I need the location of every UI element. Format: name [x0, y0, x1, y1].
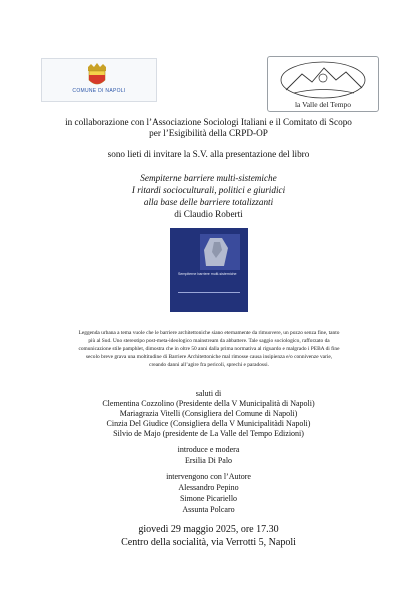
saluti-name: Cinzia Del Giudice (Consigliera della V Municipalitàdi Napoli): [106, 419, 311, 428]
interventi-heading: intervengono con l’Autore: [166, 472, 251, 481]
logo-right-caption: la Valle del Tempo: [294, 100, 352, 109]
book-description: [36, 330, 382, 370]
moderatore-heading: introduce e modera: [177, 445, 240, 454]
logo-left-caption: COMUNE DI NAPOLI: [72, 88, 126, 94]
interventi-name: Assunta Polcaro: [182, 505, 235, 514]
intro-line-1: in collaborazione con l’Associazione Sociologi Italiani e il Comitato di Scopo: [65, 117, 352, 127]
crown-crest-icon: [86, 63, 108, 88]
description-line-5: creando danni all’agire fra pericoli, sprechi e paradossi.: [149, 361, 269, 368]
comune-di-napoli-logo: [41, 58, 157, 102]
saluti-heading: saluti di: [195, 389, 222, 398]
sundial-mountain-icon: [272, 60, 374, 100]
saluti-name: Silvio de Majo (presidente de La Valle del Tempo Edizioni): [113, 429, 304, 438]
description-line-1: Leggenda urbana a tema vuole che le barriere architettoniche siano eternamente da rimuovere, un pozzo senza fine, tanto: [78, 330, 340, 336]
interventi-name: Simone Picariello: [179, 494, 238, 503]
valle-del-tempo-logo: [267, 56, 379, 112]
description-line-2: più al Sud. Uno stereotipo post-meta-ideologico mainstream da abbattere. Tale saggio sociologico, rafforzato da: [88, 337, 330, 344]
book-title-1: Sempiterne barriere multi-sistemiche: [140, 173, 277, 183]
event-place: Centro della socialità, via Verrotti 5, Napoli: [121, 537, 296, 548]
cover-title: Sempiterne barriere multi-sistemiche: [178, 272, 237, 276]
interventi-name: Alessandro Pepino: [178, 483, 239, 492]
intro-line-3: sono lieti di invitare la S.V. alla presentazione del libro: [107, 149, 310, 159]
saluti-name: Clementina Cozzolino (Presidente della V Municipalità di Napoli): [102, 399, 315, 408]
description-line-3: comunicazione stile pamphlet, dimostra che in oltre 50 anni dalla prima normativa al riguardo e malgrado i PEBA di fine: [78, 345, 340, 352]
book-cover-image: [170, 228, 248, 312]
saluti-name: Mariagrazia Vitelli (Consigliera del Comune di Napoli): [119, 409, 298, 418]
cover-figure-icon: [170, 228, 248, 312]
moderatore-name: Ersilia Di Palo: [184, 456, 233, 465]
event-date: giovedì 29 maggio 2025, ore 17.30: [138, 524, 279, 535]
book-title-2: I ritardi socioculturali, politici e giuridici: [131, 185, 286, 195]
book-author: di Claudio Roberti: [174, 209, 243, 219]
intro-line-2: per l’Esigibilità della CRPD-OP: [149, 128, 268, 138]
book-title-3: alla base delle barriere totalizzanti: [143, 197, 274, 207]
description-line-4: secolo breve grava una moltitudine di Barriere Architettoniche mal rimosse causa insipienza e/o connivenze varie,: [85, 353, 333, 360]
